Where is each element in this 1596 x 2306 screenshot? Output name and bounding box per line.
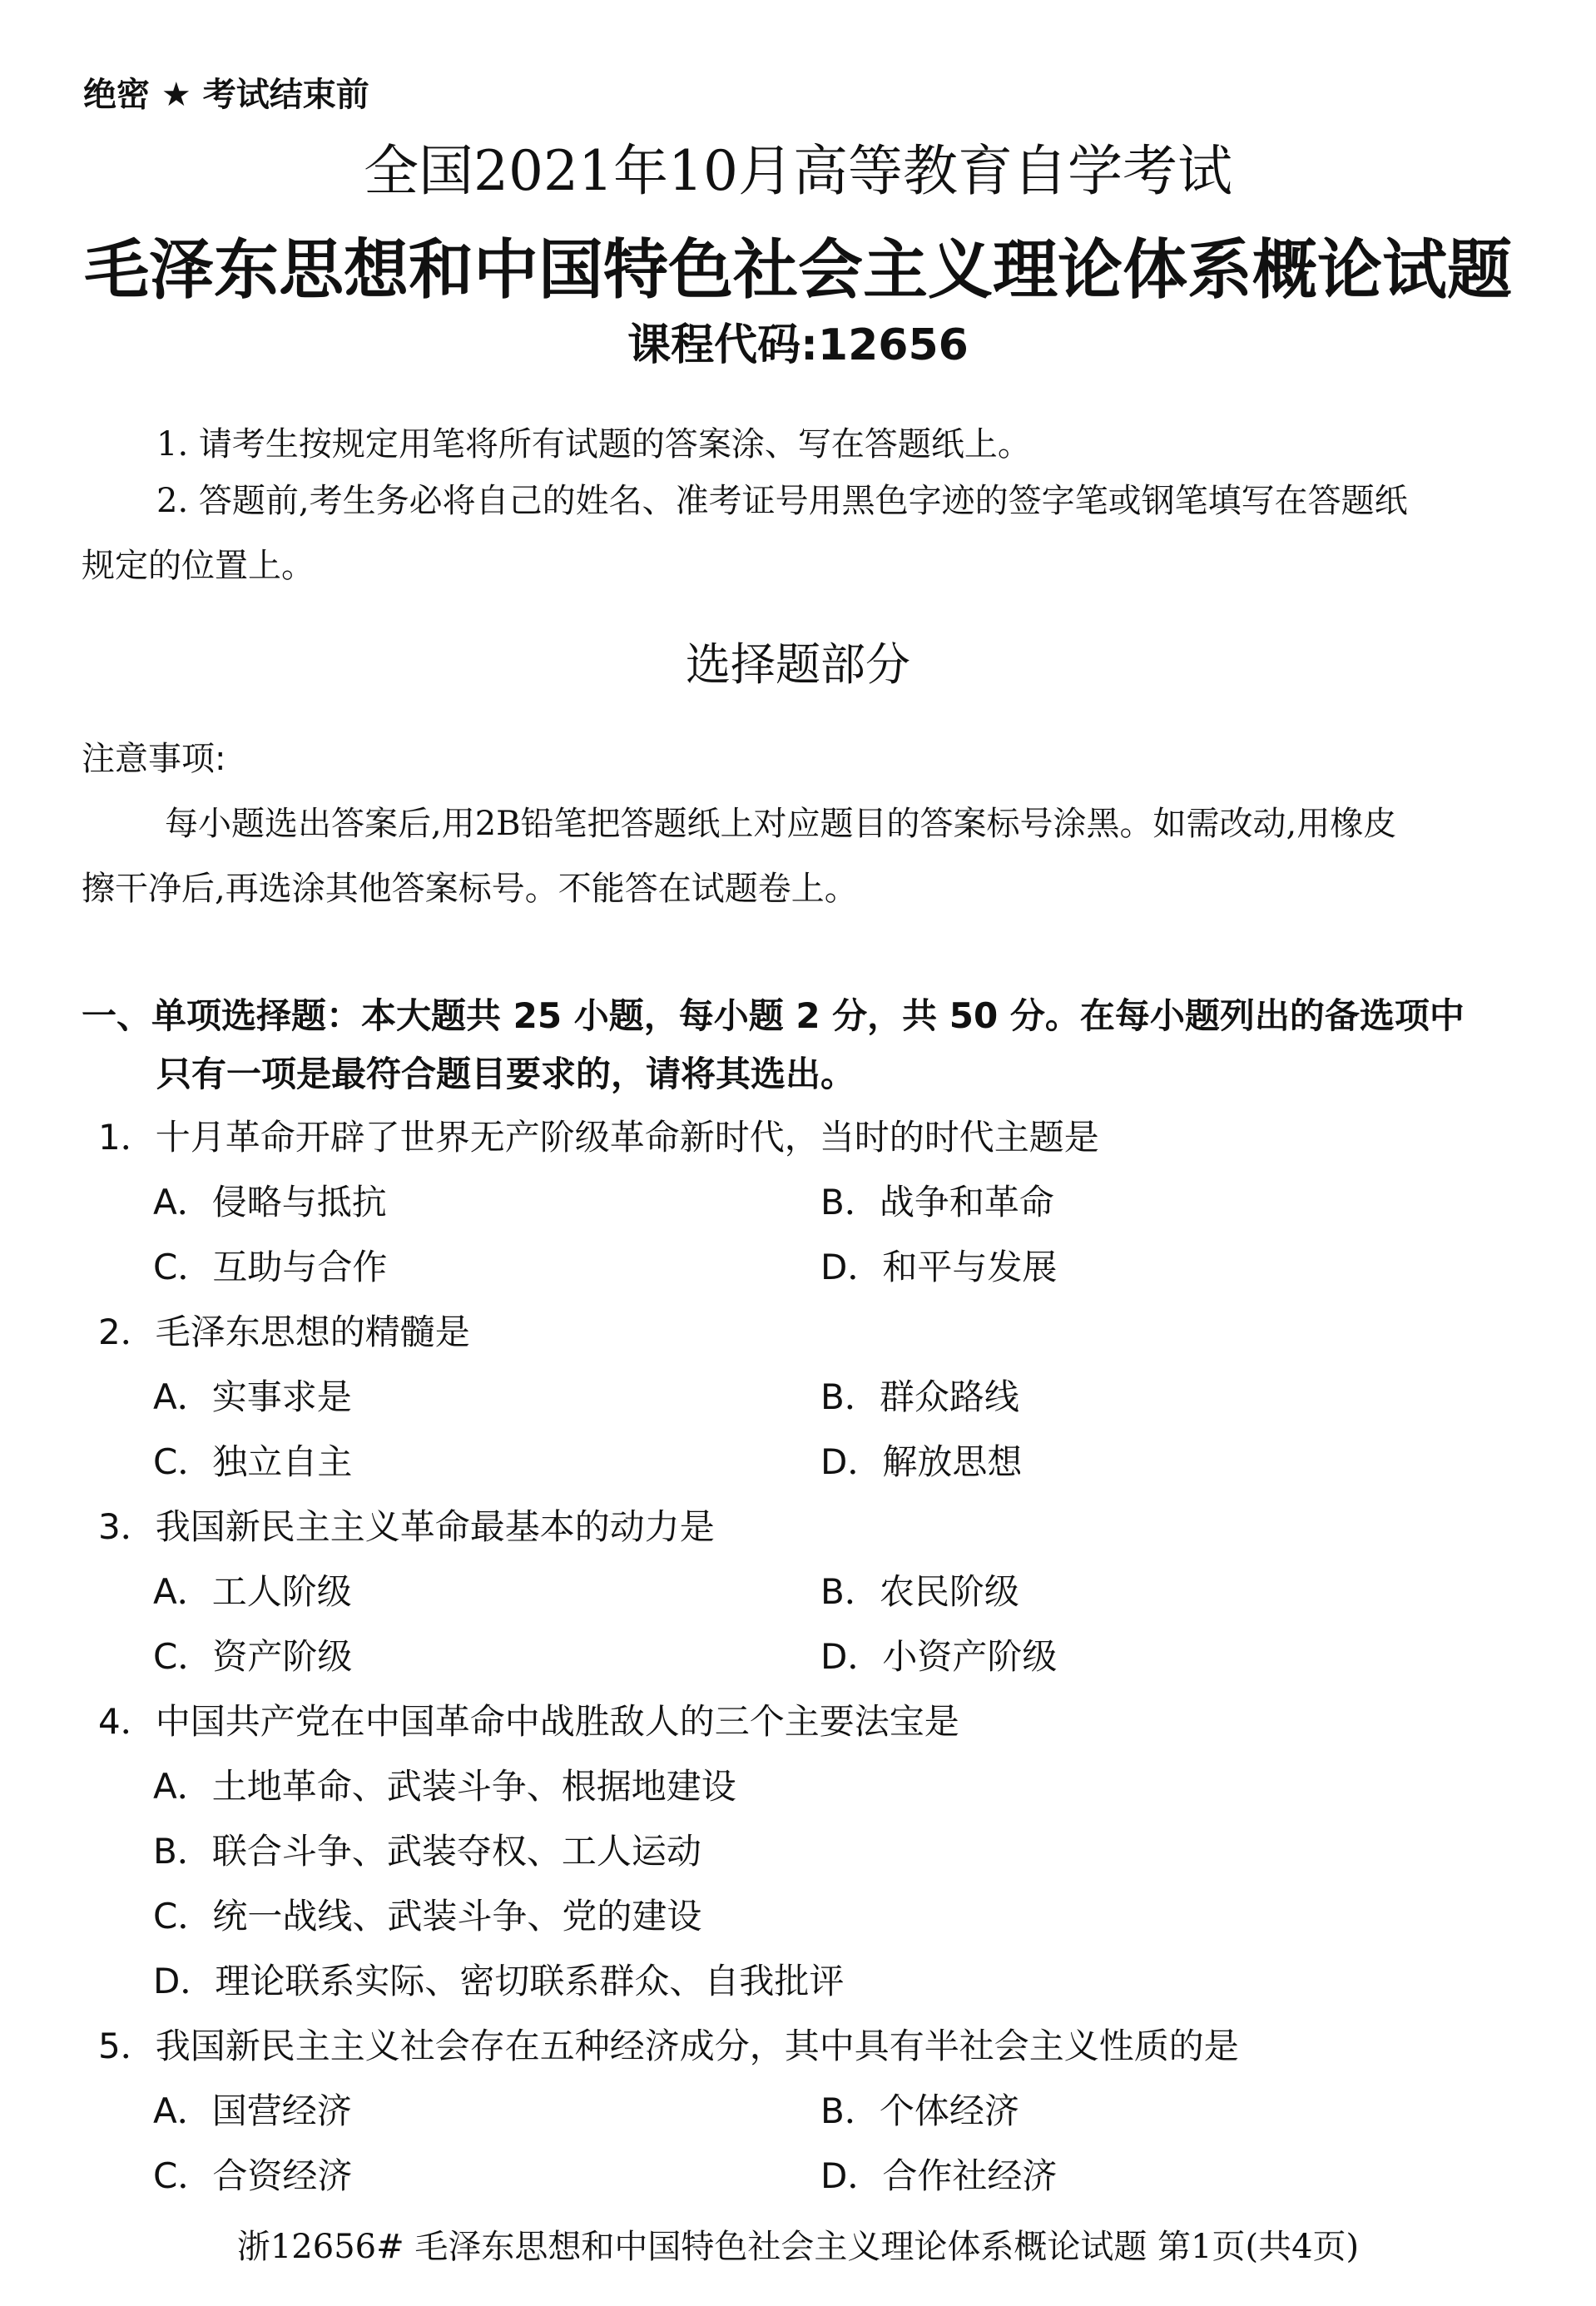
question-2-stem: 2．毛泽东思想的精髓是 bbox=[98, 1312, 470, 1352]
question-4-option-a: A．土地革命、武装斗争、根据地建设 bbox=[153, 1766, 736, 1807]
part-heading: 一、单项选择题：本大题共 25 小题，每小题 2 分，共 50 分。在每小题列出的备选项中 bbox=[82, 995, 1465, 1036]
question-5-stem: 5．我国新民主主义社会存在五种经济成分，其中具有半社会主义性质的是 bbox=[98, 2026, 1239, 2066]
question-1-option-a: A．侵略与抵抗 bbox=[153, 1182, 387, 1222]
notes-line-2: 擦干净后,再选涂其他答案标号。不能答在试题卷上。 bbox=[82, 870, 858, 908]
question-5-option-c: C．合资经济 bbox=[153, 2155, 353, 2196]
confidential-label: 绝密 ★ 考试结束前 bbox=[83, 76, 369, 114]
part-heading-cont: 只有一项是最符合题目要求的，请将其选出。 bbox=[156, 1054, 856, 1094]
question-2-option-b: B．群众路线 bbox=[820, 1376, 1019, 1417]
question-5-option-b: B．个体经济 bbox=[820, 2090, 1019, 2131]
question-4-option-c: C．统一战线、武装斗争、党的建设 bbox=[153, 1896, 702, 1937]
subject-title: 毛泽东思想和中国特色社会主义理论体系概论试题 bbox=[83, 233, 1512, 308]
notes-line-1: 每小题选出答案后,用2B铅笔把答题纸上对应题目的答案标号涂黑。如需改动,用橡皮 bbox=[165, 805, 1397, 843]
question-2-option-a: A．实事求是 bbox=[153, 1376, 352, 1417]
question-1-stem: 1．十月革命开辟了世界无产阶级革命新时代，当时的时代主题是 bbox=[98, 1117, 1099, 1158]
question-3-stem: 3．我国新民主主义革命最基本的动力是 bbox=[98, 1506, 715, 1547]
question-1-option-d: D．和平与发展 bbox=[820, 1247, 1058, 1287]
question-2-option-d: D．解放思想 bbox=[820, 1441, 1023, 1482]
section-title: 选择题部分 bbox=[686, 638, 910, 691]
question-1-option-b: B．战争和革命 bbox=[820, 1182, 1054, 1222]
notes-label: 注意事项: bbox=[82, 740, 226, 778]
course-code: 课程代码:12656 bbox=[627, 320, 969, 370]
instruction-2: 2. 答题前,考生务必将自己的姓名、准考证号用黑色字迹的签字笔或钢笔填写在答题纸 bbox=[156, 482, 1408, 520]
question-4-stem: 4．中国共产党在中国革命中战胜敌人的三个主要法宝是 bbox=[98, 1701, 959, 1742]
question-4-option-d: D．理论联系实际、密切联系群众、自我批评 bbox=[153, 1961, 845, 2001]
question-3-option-b: B．农民阶级 bbox=[820, 1571, 1019, 1612]
question-3-option-c: C．资产阶级 bbox=[153, 1636, 353, 1677]
question-5-option-a: A．国营经济 bbox=[153, 2090, 352, 2131]
question-3-option-d: D．小资产阶级 bbox=[820, 1636, 1058, 1677]
question-5-option-d: D．合作社经济 bbox=[820, 2155, 1058, 2196]
instruction-1: 1. 请考生按规定用笔将所有试题的答案涂、写在答题纸上。 bbox=[156, 425, 1031, 464]
instruction-2-cont: 规定的位置上。 bbox=[82, 547, 315, 585]
exam-title: 全国2021年10月高等教育自学考试 bbox=[364, 139, 1232, 203]
question-2-option-c: C．独立自主 bbox=[153, 1441, 353, 1482]
question-1-option-c: C．互助与合作 bbox=[153, 1247, 388, 1287]
question-4-option-b: B．联合斗争、武装夺权、工人运动 bbox=[153, 1831, 701, 1872]
question-3-option-a: A．工人阶级 bbox=[153, 1571, 352, 1612]
page-footer: 浙12656# 毛泽东思想和中国特色社会主义理论体系概论试题 第1页(共4页) bbox=[236, 2228, 1360, 2266]
